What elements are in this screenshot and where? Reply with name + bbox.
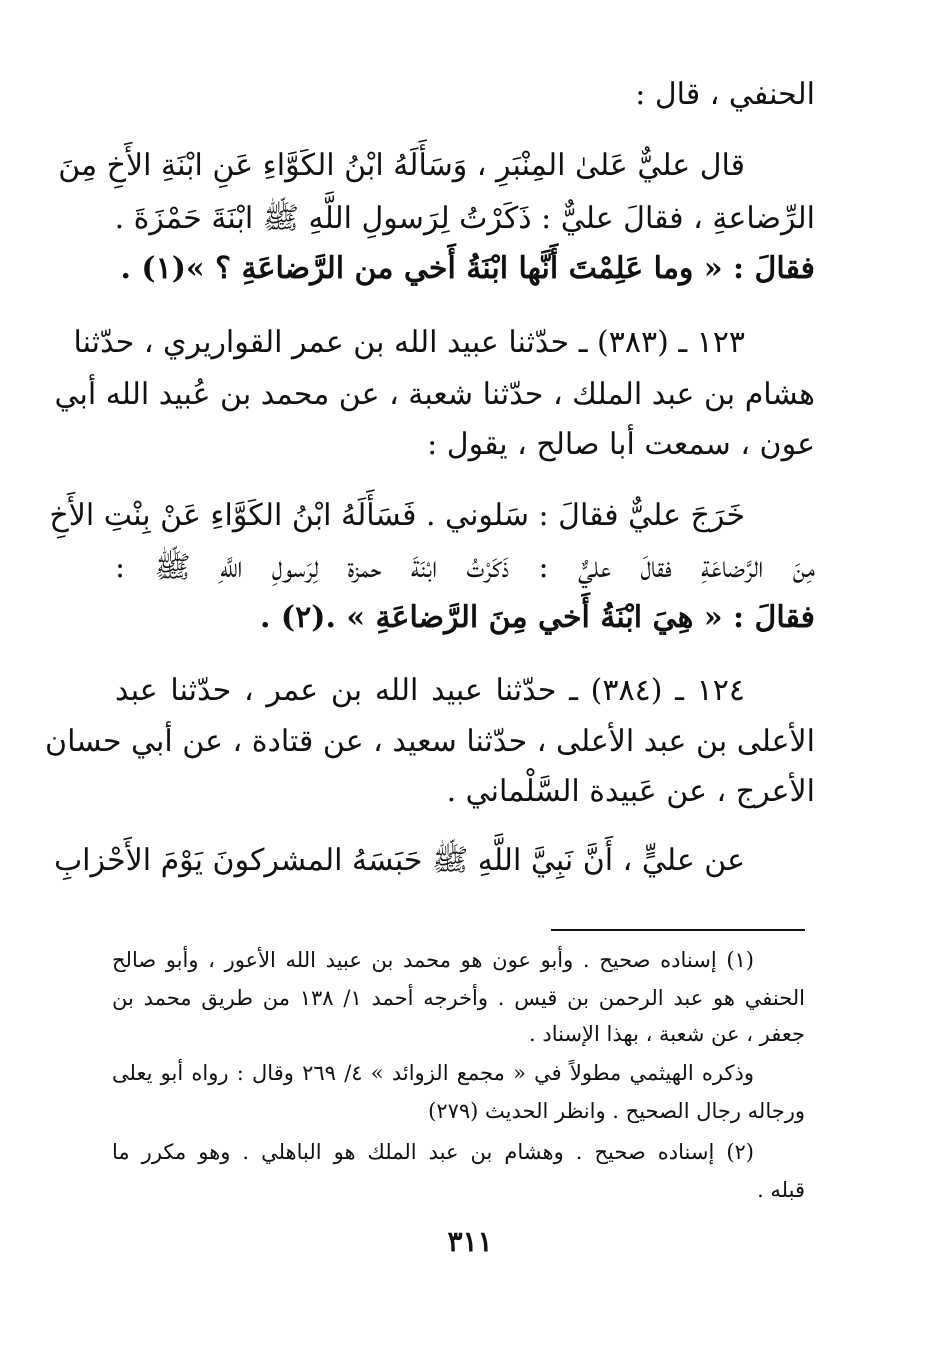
footnote-line: (١) إسناده صحيح . وأبو عون هو محمد بن عبيد الله الأعور ، وأبو صالح [112, 948, 754, 972]
text-line: الرِّضاعةِ ، فقالَ عليٌّ : ذَكَرْتُ لِرَسولِ اللَّهِ ﷺ ابْنَةَ حَمْزَةَ . [114, 201, 815, 236]
footnote-line: (٢) إسناده صحيح . وهشام بن عبد الملك هو الباهلي . وهو مكرر ما [112, 1140, 754, 1164]
text-line: مِنَ الرَّضاعَةِ فقالَ عليٌّ : ذَكَرْتُ ابْنَةَ حمزة لِرَسولِ اللَّهِ ﷺ : [115, 550, 815, 585]
text-line: ١٢٤ ـ (٣٨٤) ـ حدّثنا عبيد الله بن عمر ، حدّثنا عبد [115, 673, 745, 708]
text-line: عون ، سمعت أبا صالح ، يقول : [427, 427, 815, 462]
text-line: عن عليٍّ ، أَنَّ نَبِيَّ اللَّهِ ﷺ حَبَسَهُ المشركونَ يَوْمَ الأَحْزابِ [53, 843, 745, 878]
text-line: خَرَجَ عليٌّ فقالَ : سَلوني . فَسَأَلَهُ ابْنُ الكَوَّاءِ عَنْ بِنْتِ الأَخِ [49, 498, 745, 533]
footnote-line: ورجاله رجال الصحيح . وانظر الحديث (٢٧٩) [428, 1099, 805, 1123]
text-line: فقالَ : « هِيَ ابْنَةُ أَخي مِنَ الرَّضاعَةِ » .(٢) . [260, 600, 815, 635]
text-line: هشام بن عبد الملك ، حدّثنا شعبة ، عن محمد بن عُبيد الله أبي [54, 377, 815, 412]
text-line: فقالَ : « وما عَلِمْتَ أَنَّها ابْنَةُ أَخي من الرَّضاعَةِ ؟ »(١) . [120, 251, 815, 286]
footnote-separator [551, 929, 805, 931]
footnote-line: قبله . [757, 1178, 805, 1202]
footnote-line: الحنفي هو عبد الرحمن بن قيس . وأخرجه أحمد ١/ ١٣٨ من طريق محمد بن [112, 986, 805, 1010]
text-line: الأعرج ، عن عَبيدة السَّلْماني . [446, 774, 815, 809]
text-line: قال عليٌّ عَلىٰ المِنْبَرِ ، وَسَأَلَهُ ابْنُ الكَوَّاءِ عَنِ ابْنَةِ الأَخِ مِنَ [58, 148, 745, 183]
text-line: الأعلى بن عبد الأعلى ، حدّثنا سعيد ، عن قتادة ، عن أبي حسان [45, 724, 815, 759]
footnote-line: وذكره الهيثمي مطولاً في « مجمع الزوائد » ٤/ ٢٦٩ وقال : رواه أبو يعلى [112, 1061, 754, 1085]
page-number: ٣١١ [447, 1225, 493, 1258]
footnote-line: جعفر ، عن شعبة ، بهذا الإسناد . [529, 1022, 805, 1046]
text-line: الحنفي ، قال : [635, 77, 815, 112]
text-line: ١٢٣ ـ (٣٨٣) ـ حدّثنا عبيد الله بن عمر القواريري ، حدّثنا [73, 325, 745, 360]
